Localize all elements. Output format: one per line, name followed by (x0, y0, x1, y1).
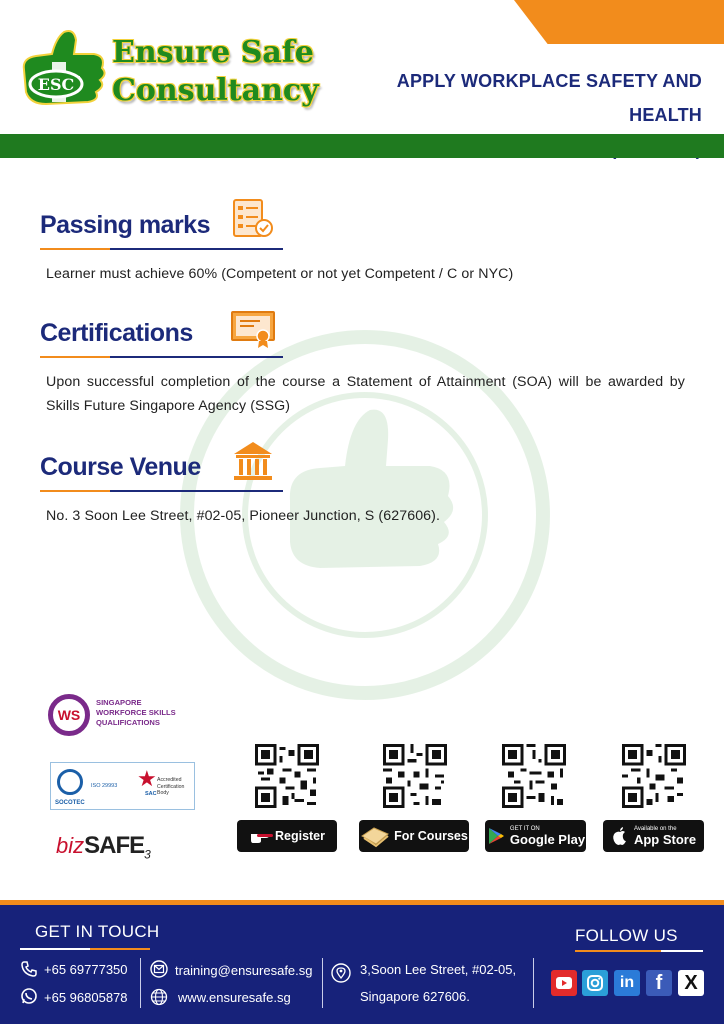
bizsafe-main: SAFE (84, 832, 145, 859)
app-store-button[interactable] (603, 820, 704, 852)
sac-star-icon: ★ (137, 767, 157, 792)
x-twitter-icon[interactable] (678, 970, 704, 996)
accredited-line3: Body (157, 790, 169, 796)
wsq-line2: WORKFORCE SKILLS (96, 708, 176, 717)
get-in-touch-rule-white (20, 948, 90, 950)
footer-divider (322, 958, 323, 1008)
facebook-icon[interactable] (646, 970, 672, 996)
phone-icon (20, 960, 38, 978)
socotec-label: SOCOTEC (55, 800, 85, 806)
get-in-touch-heading: GET IN TOUCH (35, 922, 160, 941)
linkedin-label: in (619, 974, 635, 991)
wsq-text (96, 698, 176, 728)
bizsafe-level: 3 (144, 847, 151, 862)
email-icon (150, 960, 168, 978)
section-body: Learner must achieve 60% (Competent or not yet Competent / C or NYC) (46, 266, 514, 282)
wsq-badge: WS (48, 694, 90, 736)
checklist-icon (230, 196, 276, 242)
header-green-bar (0, 134, 724, 158)
company-name-line2: Consultancy (112, 73, 319, 108)
qr-code-courses[interactable] (383, 744, 447, 808)
section-underline (40, 490, 283, 492)
accredited-line2: Certification (157, 783, 185, 790)
section-header (40, 306, 285, 358)
google-play-button[interactable] (485, 820, 586, 852)
logo-badge-text: ESC (37, 75, 75, 94)
socotec-circle-icon (57, 769, 83, 795)
youtube-play-icon (555, 976, 573, 990)
company-logo[interactable] (16, 28, 319, 118)
instagram-icon[interactable] (582, 970, 608, 996)
bizsafe-text (56, 832, 151, 862)
website-link[interactable]: www.ensuresafe.sg (178, 990, 291, 1005)
register-button[interactable] (237, 820, 337, 852)
footer-orange-strip (0, 900, 724, 905)
section-header (40, 440, 285, 492)
course-title-line1: APPLY WORKPLACE SAFETY AND HEALTH (396, 71, 702, 125)
google-play-icon (486, 826, 506, 846)
esc-thumb-logo-icon (16, 28, 112, 118)
email-address[interactable]: training@ensuresafe.sg (175, 963, 313, 978)
footer-divider (533, 958, 534, 1008)
courses-button[interactable] (359, 820, 469, 852)
building-icon (230, 438, 276, 484)
get-in-touch-rule-orange (90, 948, 150, 950)
globe-icon (150, 988, 168, 1006)
header-orange-accent (514, 0, 724, 44)
company-name-line1: Ensure Safe (112, 35, 314, 70)
wsq-logo (48, 694, 198, 738)
app-store-main: App Store (633, 831, 697, 847)
section-header (40, 198, 285, 250)
apple-icon (611, 826, 629, 846)
phone-2[interactable]: +65 96805878 (44, 990, 128, 1005)
courses-label: For Courses (394, 829, 468, 843)
bizsafe-logo (56, 832, 156, 878)
iso-label: ISO 29993 (91, 783, 118, 789)
x-label: X (684, 971, 698, 994)
facebook-label: f (655, 971, 663, 994)
sac-label: SAC (145, 791, 157, 797)
bizsafe-prefix: biz (56, 833, 85, 858)
section-underline (40, 356, 283, 358)
section-course-venue (40, 440, 685, 528)
app-store-text (634, 826, 696, 847)
phone-1[interactable]: +65 69777350 (44, 962, 128, 977)
address-line1: 3,Soon Lee Street, #02-05, (360, 962, 517, 977)
follow-us-rule-white (661, 950, 703, 952)
section-title: Passing marks (40, 211, 210, 239)
accredited-line1: Accredited (157, 777, 182, 783)
wsq-line1: SINGAPORE (96, 698, 142, 707)
qr-code-app-store[interactable] (622, 744, 686, 808)
accredited-label (157, 777, 184, 797)
pointing-hand-icon (249, 828, 275, 844)
follow-us-heading: FOLLOW US (575, 926, 678, 945)
register-label: Register (274, 829, 326, 843)
address-line2: Singapore 627606. (360, 989, 470, 1004)
book-icon (360, 824, 390, 848)
section-body: No. 3 Soon Lee Street, #02-05, Pioneer Junction, S (627606). (46, 508, 441, 524)
app-store-sub: Available on the (633, 825, 677, 832)
google-play-text (510, 826, 585, 847)
section-underline (40, 248, 283, 250)
section-body: Upon successful completion of the course a Statement of Attainment (SOA) will be awarded by Skills Future Singapore Agency (SSG) (46, 374, 685, 414)
follow-us-rule-orange (575, 950, 661, 952)
location-pin-icon (331, 963, 351, 983)
qr-code-google-play[interactable] (502, 744, 566, 808)
section-title: Course Venue (40, 453, 201, 481)
whatsapp-icon (20, 987, 38, 1005)
linkedin-icon[interactable] (614, 970, 640, 996)
google-play-main: Google Play (509, 831, 586, 847)
footer-divider (140, 958, 141, 1008)
youtube-icon[interactable] (551, 970, 577, 996)
certificate-icon (230, 304, 276, 350)
qr-code-register[interactable] (255, 744, 319, 808)
google-play-sub: GET IT ON (509, 825, 540, 832)
section-passing-marks (40, 198, 685, 286)
section-certifications (40, 306, 685, 418)
instagram-camera-icon (586, 974, 604, 992)
socotec-sac-logo (50, 762, 195, 810)
company-name (112, 34, 319, 110)
section-title: Certifications (40, 319, 193, 347)
wsq-line3: QUALIFICATIONS (96, 718, 160, 727)
